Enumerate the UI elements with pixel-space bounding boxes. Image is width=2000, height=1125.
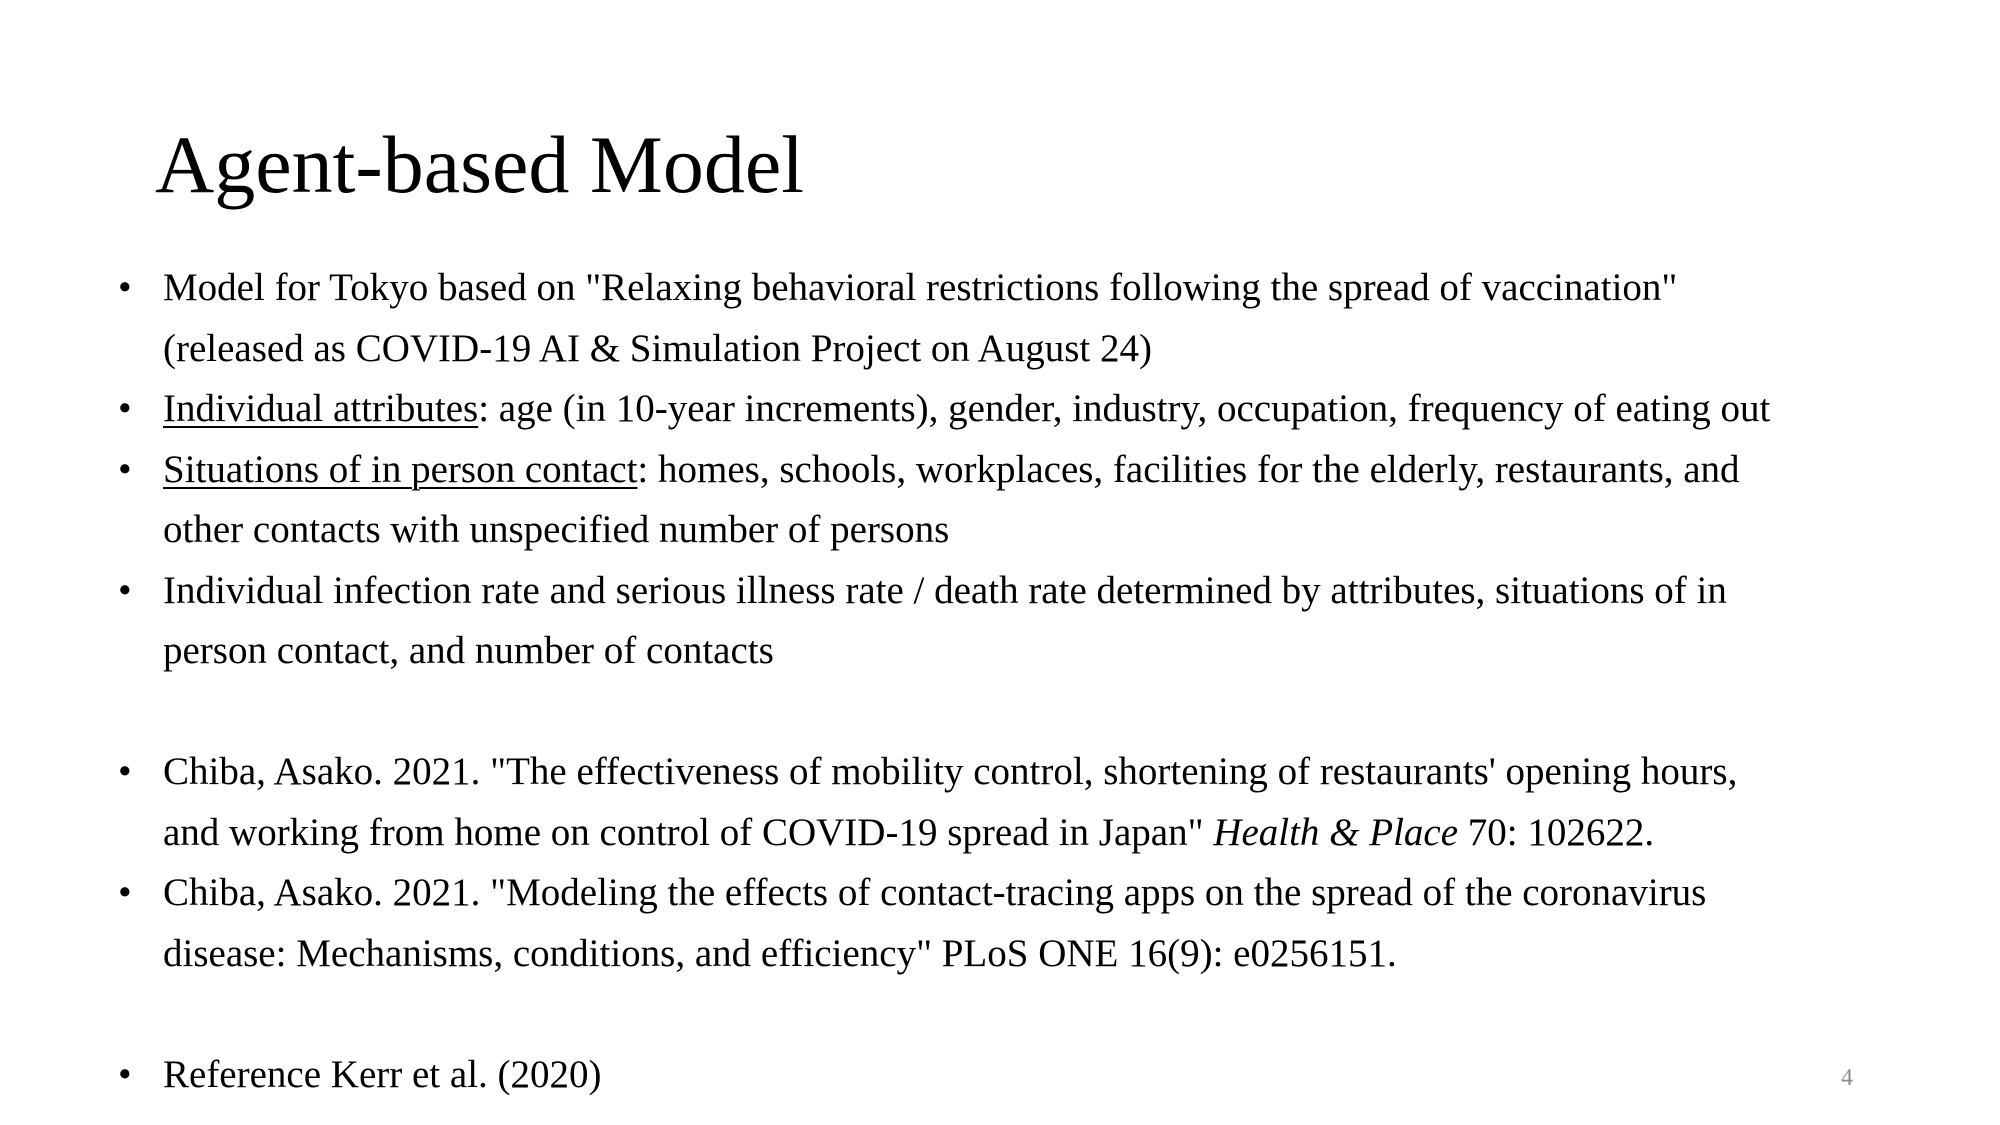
bullet-icon: • — [118, 387, 132, 430]
bullet-text-line2: person contact, and number of contacts — [163, 629, 774, 672]
spacer — [118, 682, 1918, 743]
reference-text-volume: 70: 102622. — [1458, 810, 1655, 854]
bullet-text-line2: other contacts with unspecified number of persons — [163, 508, 950, 551]
bullet-icon: • — [118, 266, 132, 309]
bullet-text: : age (in 10-year increments), gender, industry, occupation, frequency of eating out — [478, 387, 1771, 430]
bullet-text-line1: Individual infection rate and serious illness rate / death rate determined by attributes, situations of in — [163, 568, 1727, 612]
reference-item-plos-one — [118, 863, 1918, 984]
reference-item-health-place — [118, 742, 1918, 863]
reference-text-line2: and working from home on control of COVID-19 spread in Japan" — [163, 810, 1214, 854]
bullet-item-model — [118, 258, 1918, 379]
journal-name: Health & Place — [1213, 810, 1459, 854]
underlined-term: Individual attributes — [163, 387, 479, 430]
bullet-item-infection-rate — [118, 561, 1918, 682]
page-number: 4 — [1841, 1065, 1853, 1091]
bullet-item-contact-situations — [118, 440, 1918, 561]
bullet-text-line2: (released as COVID-19 AI & Simulation Project on August 24) — [163, 326, 1152, 370]
bullet-text-line1: : homes, schools, workplaces, facilities for the elderly, restaurants, and — [637, 447, 1740, 491]
reference-text-line2: disease: Mechanisms, conditions, and efficiency" PLoS ONE 16(9): e0256151. — [163, 931, 1397, 975]
reference-item-kerr — [118, 1045, 1918, 1106]
bullet-icon: • — [118, 750, 132, 793]
bullet-icon: • — [118, 447, 132, 491]
bullet-icon: • — [118, 1052, 132, 1096]
slide-title: Agent-based Model — [155, 119, 804, 210]
bullet-text-line1: Model for Tokyo based on "Relaxing behavioral restrictions following the spread of vaccination" — [163, 266, 1678, 309]
bullet-icon: • — [118, 568, 132, 612]
bullet-icon: • — [118, 871, 132, 914]
bullet-item-attributes — [118, 379, 1918, 440]
spacer — [118, 984, 1918, 1045]
reference-text-line1: Chiba, Asako. 2021. "The effectiveness of mobility control, shortening of restaurants' opening hours, — [163, 750, 1738, 793]
reference-text-line1: Chiba, Asako. 2021. "Modeling the effects of contact-tracing apps on the spread of the coronavirus — [163, 871, 1707, 914]
reference-text: Reference Kerr et al. (2020) — [163, 1052, 602, 1096]
bullet-list — [118, 258, 1918, 1105]
underlined-term: Situations of in person contact — [163, 447, 638, 491]
